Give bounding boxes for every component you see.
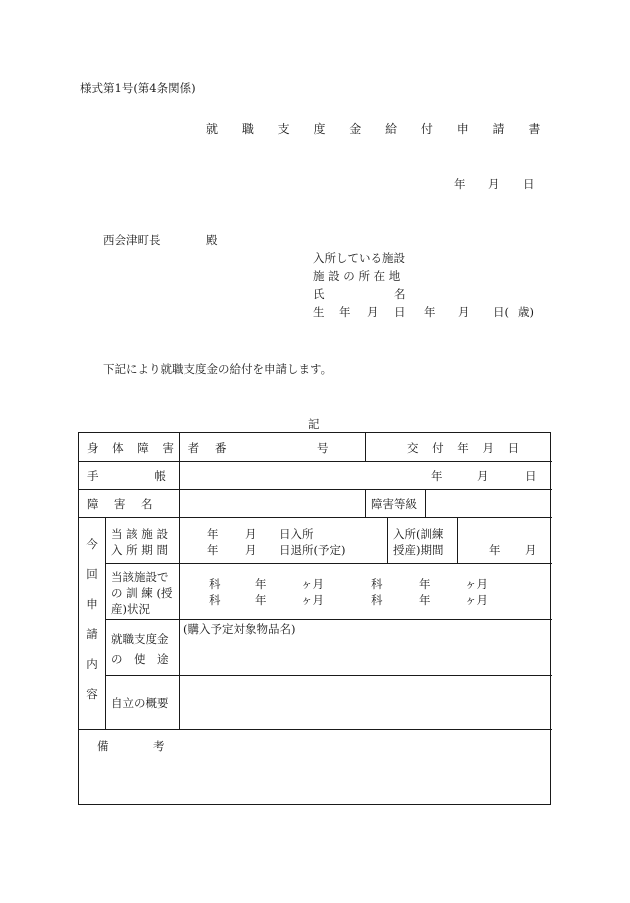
training-kagetsu-3: ヶ月 (301, 593, 324, 607)
cert-number-label-b: 号 (317, 441, 329, 455)
form-number: 様式第1号(第4条関係) (80, 81, 196, 95)
addressee-suffix: 殿 (206, 233, 218, 247)
use-label-b: の 使 途 (111, 652, 169, 666)
issued-date-label: 交 付 年 月 日 (407, 441, 525, 455)
form-title: 就 職 支 度 金 給 付 申 請 書 (206, 122, 551, 136)
stay-label-a: 当 該 施 設 (111, 527, 168, 541)
use-note: (購入予定対象物品名) (183, 622, 296, 636)
applicant-birth-month1: 月 (367, 305, 379, 319)
cert-label-b: 手 帳 (87, 469, 168, 483)
training-kagetsu-2: ヶ月 (465, 577, 488, 591)
training-period-year: 年 (489, 543, 501, 557)
section-label (85, 539, 99, 719)
stay-line1-text: 日入所 (279, 527, 314, 541)
date-day: 日 (523, 177, 535, 191)
training-ka-4: 科 (371, 593, 383, 607)
training-ka-3: 科 (209, 593, 221, 607)
applicant-birth-year1: 年 (339, 305, 351, 319)
training-period-label-a: 入所(訓練 (393, 527, 444, 541)
applicant-facility: 入所している施設 (313, 251, 405, 265)
remarks-label-b: 考 (153, 739, 165, 753)
training-label-c: 産)状況 (111, 602, 150, 616)
training-period-label-b: 授産)期間 (393, 543, 444, 557)
section-char: 回 (86, 567, 98, 581)
training-ka-2: 科 (371, 577, 383, 591)
applicant-birth-age: 歳) (518, 305, 534, 319)
issued-month: 月 (477, 469, 489, 483)
applicant-birth-year2: 年 (424, 305, 436, 319)
date-year: 年 (454, 177, 466, 191)
intro-text: 下記により就職支度金の給付を申請します。 (103, 362, 333, 376)
ki-label: 記 (308, 417, 320, 431)
training-kagetsu-4: ヶ月 (465, 593, 488, 607)
applicant-facility-address: 施 設 の 所 在 地 (313, 269, 401, 283)
issued-day: 日 (525, 469, 537, 483)
training-period-month: 月 (525, 543, 537, 557)
date-month: 月 (488, 177, 500, 191)
stay-line2-month: 月 (245, 543, 257, 557)
addressee: 西会津町長 (103, 233, 161, 247)
remarks-label-a: 備 (97, 739, 109, 753)
training-kagetsu-1: ヶ月 (301, 577, 324, 591)
training-ka-1: 科 (209, 577, 221, 591)
training-label-b: の 訓 練 (授 (111, 586, 173, 600)
stay-line1-year: 年 (207, 527, 219, 541)
disability-name-label: 障 害 名 (87, 497, 155, 511)
self-reliance-label: 自立の概要 (111, 696, 169, 710)
cert-label-a: 身 体 障 害 者 (87, 441, 205, 455)
stay-label-b: 入 所 期 間 (111, 543, 168, 557)
cert-number-label-a: 番 (215, 441, 227, 455)
application-table (78, 432, 551, 805)
stay-line2-text: 日退所(予定) (279, 543, 346, 557)
section-char: 申 (86, 597, 98, 611)
training-label-a: 当該施設で (111, 570, 169, 584)
applicant-birth-day2: 日( (493, 305, 509, 319)
disability-grade-label: 障害等級 (371, 497, 417, 511)
applicant-name-shi: 氏 (313, 287, 325, 301)
applicant-birth-month2: 月 (458, 305, 470, 319)
training-nen-1: 年 (255, 577, 267, 591)
stay-line1-month: 月 (245, 527, 257, 541)
applicant-birth-sei: 生 (313, 305, 325, 319)
use-label-a: 就職支度金 (111, 632, 169, 646)
applicant-name-mei: 名 (394, 287, 406, 301)
stay-line2-year: 年 (207, 543, 219, 557)
section-char: 容 (86, 687, 98, 701)
issued-year: 年 (431, 469, 443, 483)
training-nen-2: 年 (419, 577, 431, 591)
applicant-birth-day1: 日 (394, 305, 406, 319)
training-nen-3: 年 (255, 593, 267, 607)
section-char: 今 (86, 537, 98, 551)
section-char: 請 (86, 627, 98, 641)
section-char: 内 (86, 657, 98, 671)
training-nen-4: 年 (419, 593, 431, 607)
